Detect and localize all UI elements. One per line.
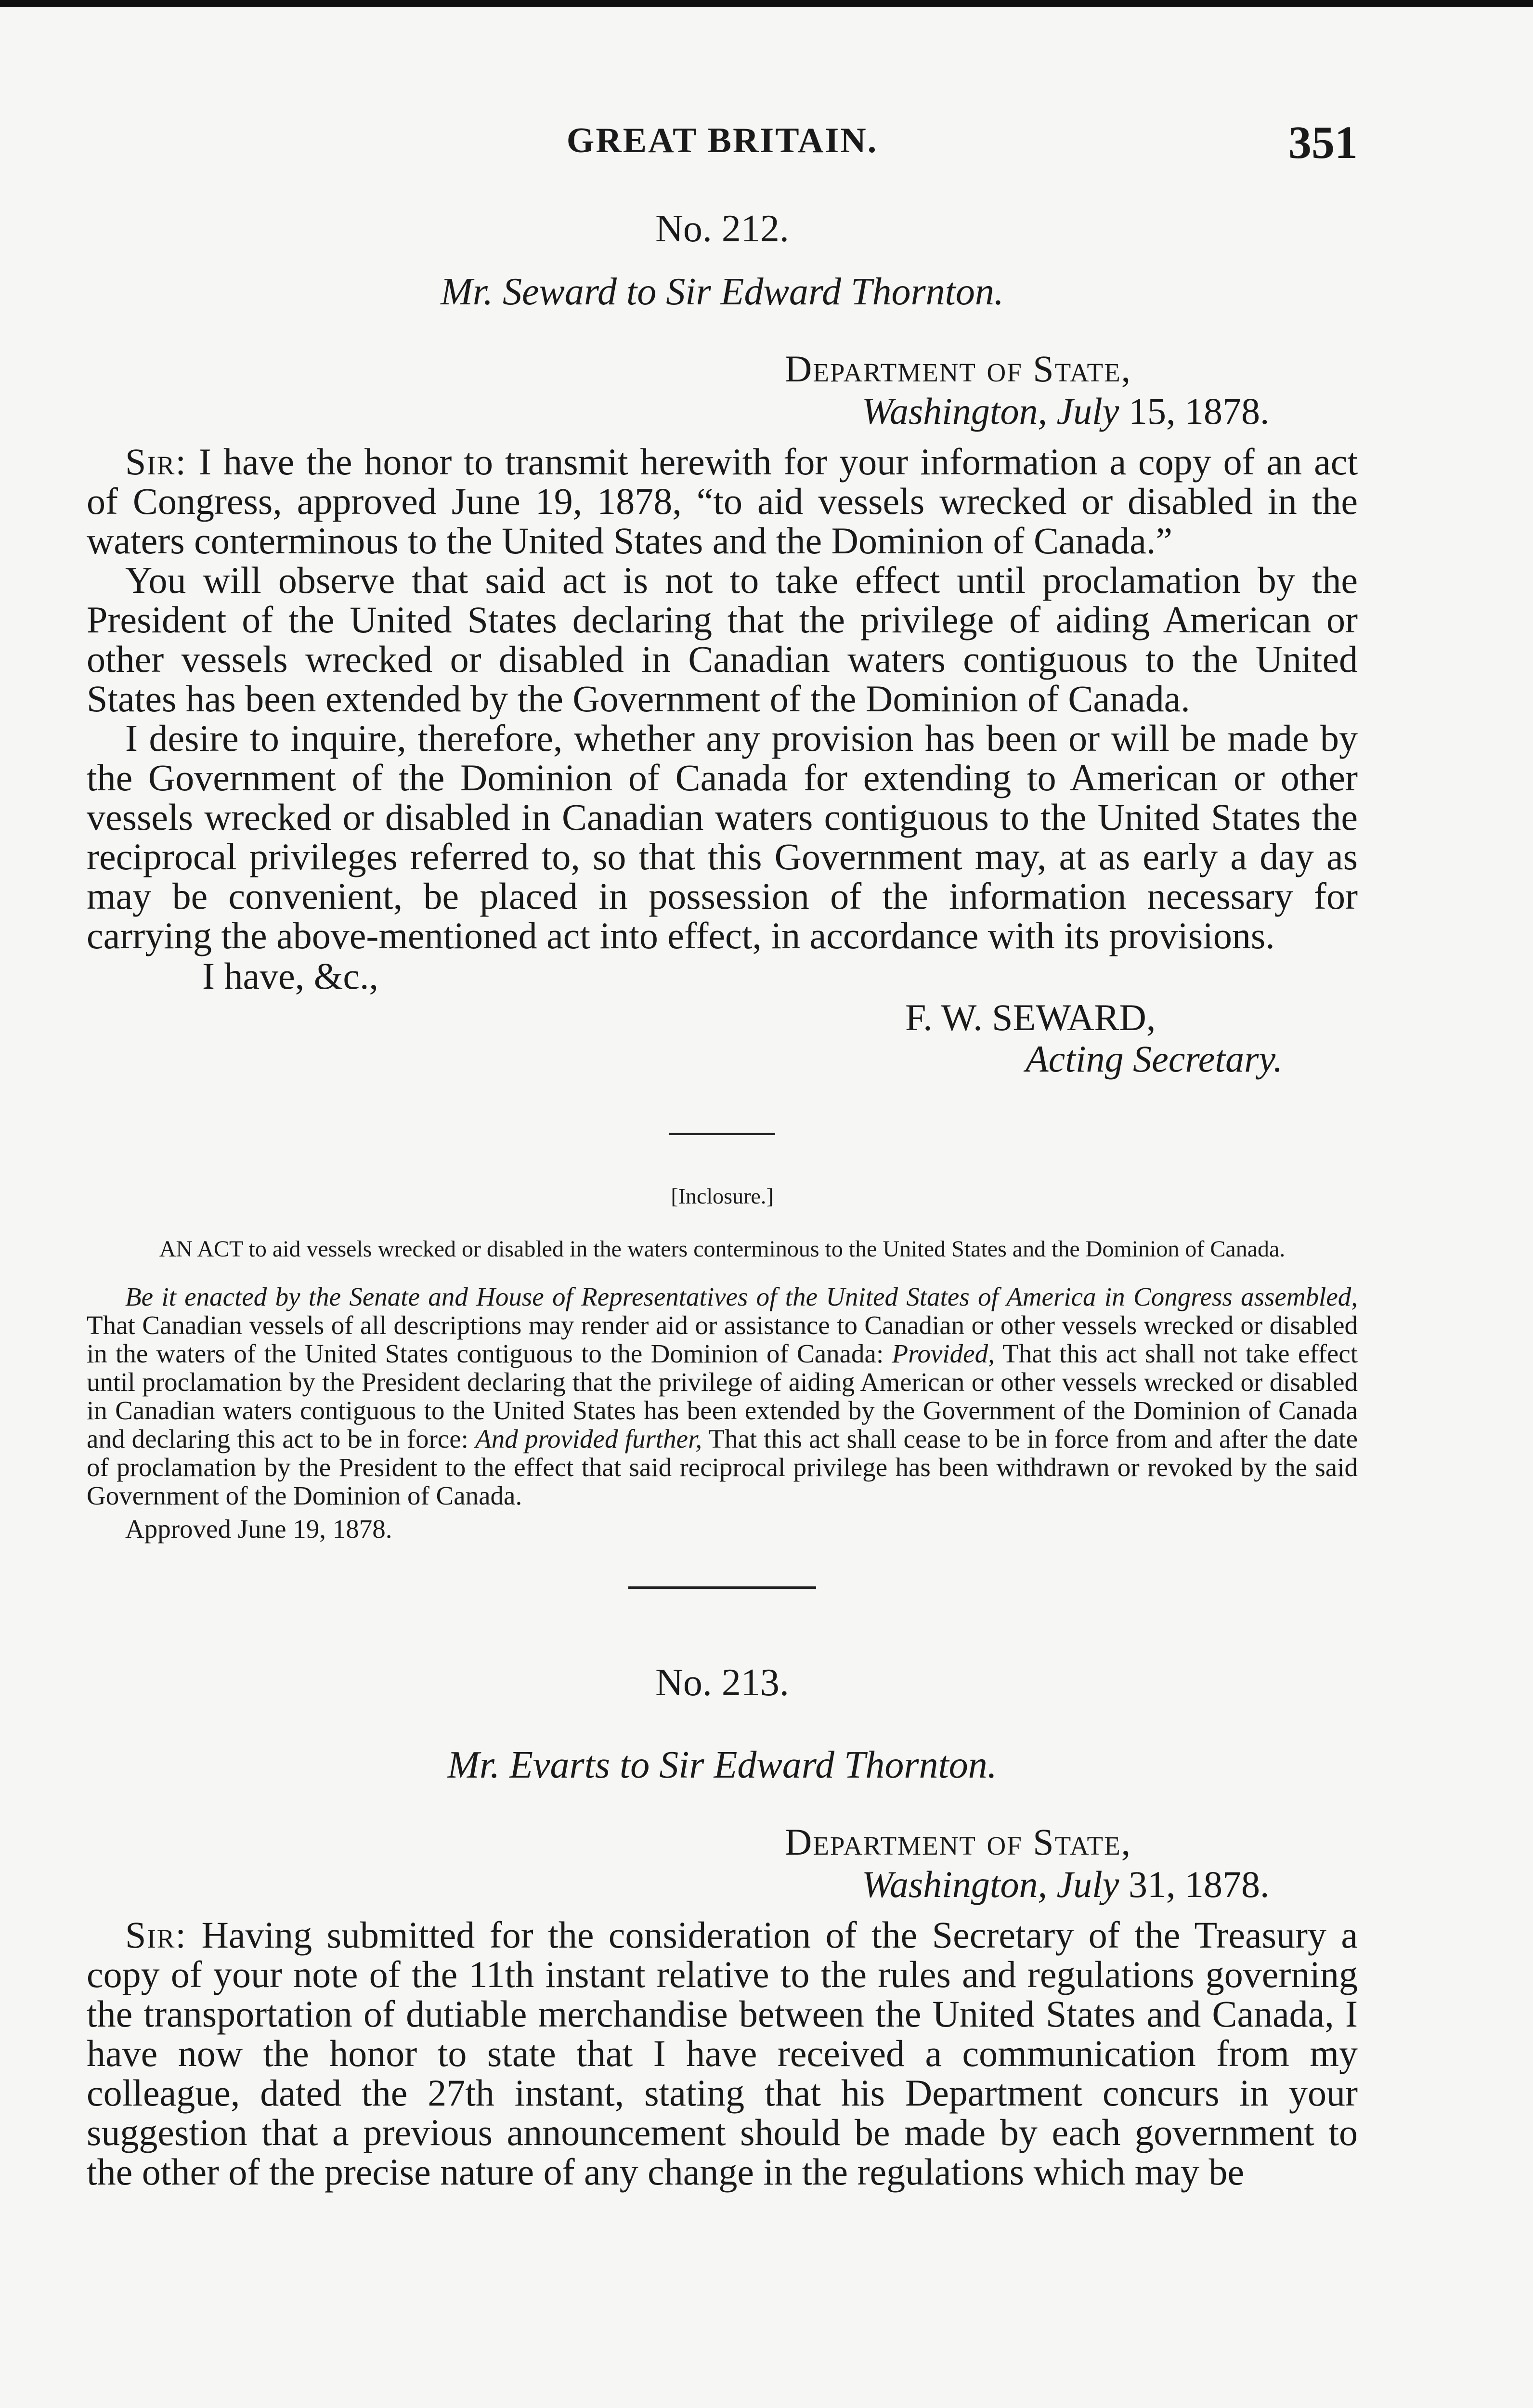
document-heading-213: Mr. Evarts to Sir Edward Thornton. [447, 1744, 997, 1786]
act-title: AN ACT to aid vessels wrecked or disabled in the waters conterminous to the United States and the Dominion of Canada. [159, 1236, 1286, 1262]
running-title: GREAT BRITAIN. [566, 121, 878, 160]
approval-line: Approved June 19, 1878. [125, 1514, 392, 1544]
act-text [87, 1283, 1358, 1510]
dateline-212 [785, 348, 1358, 432]
letter-paragraph: I desire to inquire, therefore, whether any provision has been or will be made by the Government of the Dominion of Canada for extending to American or other vessels wrecked or disabled in Canadian waters contiguous to the United States the reciprocal privileges referred to, so that this Government may, at as early a day as may be convenient, be placed in possession of the information necessary for carrying the above-mentioned act into effect, in accordance with its provisions. [87, 717, 1358, 956]
letter-closing [87, 955, 1358, 1080]
top-border-rule [0, 0, 1533, 7]
dateline-place: Washington, [862, 1863, 1048, 1905]
signer-title: Acting Secretary. [1026, 1038, 1283, 1080]
document-number-213: No. 213. [655, 1662, 789, 1704]
proviso: Provided, [892, 1339, 995, 1368]
enacting-clause: Be it enacted by the Senate and House of Representatives of the United States of America in Congress assembled, [125, 1282, 1358, 1311]
dateline-place-date [785, 1863, 1358, 1906]
document-heading-212: Mr. Seward to Sir Edward Thornton. [441, 271, 1004, 313]
act-text-part: That this act shall not take effect until proclamation by the President declaring that the privilege of aiding American or other vessels wrecked or disabled in Canadian waters contiguous to the United States has been extended by the Government of the Dominion of Canada and declaring this act to be in force: [87, 1339, 1358, 1453]
paragraph-text: I have the honor to transmit herewith for your information a copy of an act of Congress, approved June 19, 1878, “to aid vessels wrecked or disabled in the waters conterminous to the United States and the Dominion of Canada.” [87, 441, 1358, 562]
dateline-date: 15, 1878. [1128, 390, 1270, 432]
paragraph-text: Having submitted for the consideration of the Secretary of the Treasury a copy of your note of the 11th instant relative to the rules and regulations governing the transportation of dutiable merchandise between the United States and Canada, I have now the honor to state that I have received a communication from my colleague, dated the 27th instant, stating that his Department concurs in your suggestion that a previous announcement should be made by each government to the other of the precise nature of any change in the regulations which may be [87, 1914, 1358, 2193]
letter-paragraph: You will observe that said act is not to take effect until proclamation by the President of the United States declaring that the privilege of aiding American or other vessels wrecked or disabled in Canadian waters contiguous to the United States has been extended by the Government of the Dominion of Canada. [87, 559, 1358, 720]
closing-phrase: I have, &c., [202, 955, 379, 997]
inclosure-label: [Inclosure.] [671, 1184, 774, 1208]
salutation: Sir: [125, 441, 187, 483]
signature: F. W. SEWARD, [905, 996, 1156, 1038]
document-page [87, 116, 1358, 2192]
dateline-place: Washington, [862, 390, 1048, 432]
letter-paragraph [87, 1915, 1358, 2192]
dateline-department: Department of State, [785, 1821, 1132, 1863]
letter-paragraph [87, 442, 1358, 561]
act-text-part: That this act shall cease to be in force from and after the date of proclamation by the President to the effect that said reciprocal privilege has been withdrawn or revoked by the said Government of the Dominion of Canada. [87, 1424, 1358, 1510]
dateline-date: 31, 1878. [1128, 1863, 1270, 1905]
salutation: Sir: [125, 1914, 187, 1956]
section-divider [669, 1133, 775, 1135]
act-text-part: That Canadian vessels of all descriptions may render aid or assistance to Canadian or other vessels wrecked or disabled in the waters of the United States contiguous to the Dominion of Canada: [87, 1310, 1358, 1368]
dateline-department: Department of State, [785, 348, 1132, 390]
section-divider [628, 1586, 816, 1589]
running-header [87, 116, 1358, 173]
proviso-further: And provided further, [475, 1424, 702, 1453]
document-number-212: No. 212. [655, 208, 789, 250]
dateline-month: July [1056, 1863, 1119, 1905]
page-number: 351 [1288, 117, 1358, 168]
dateline-place-date [785, 390, 1358, 432]
dateline-213 [785, 1821, 1358, 1906]
dateline-month: July [1056, 390, 1119, 432]
